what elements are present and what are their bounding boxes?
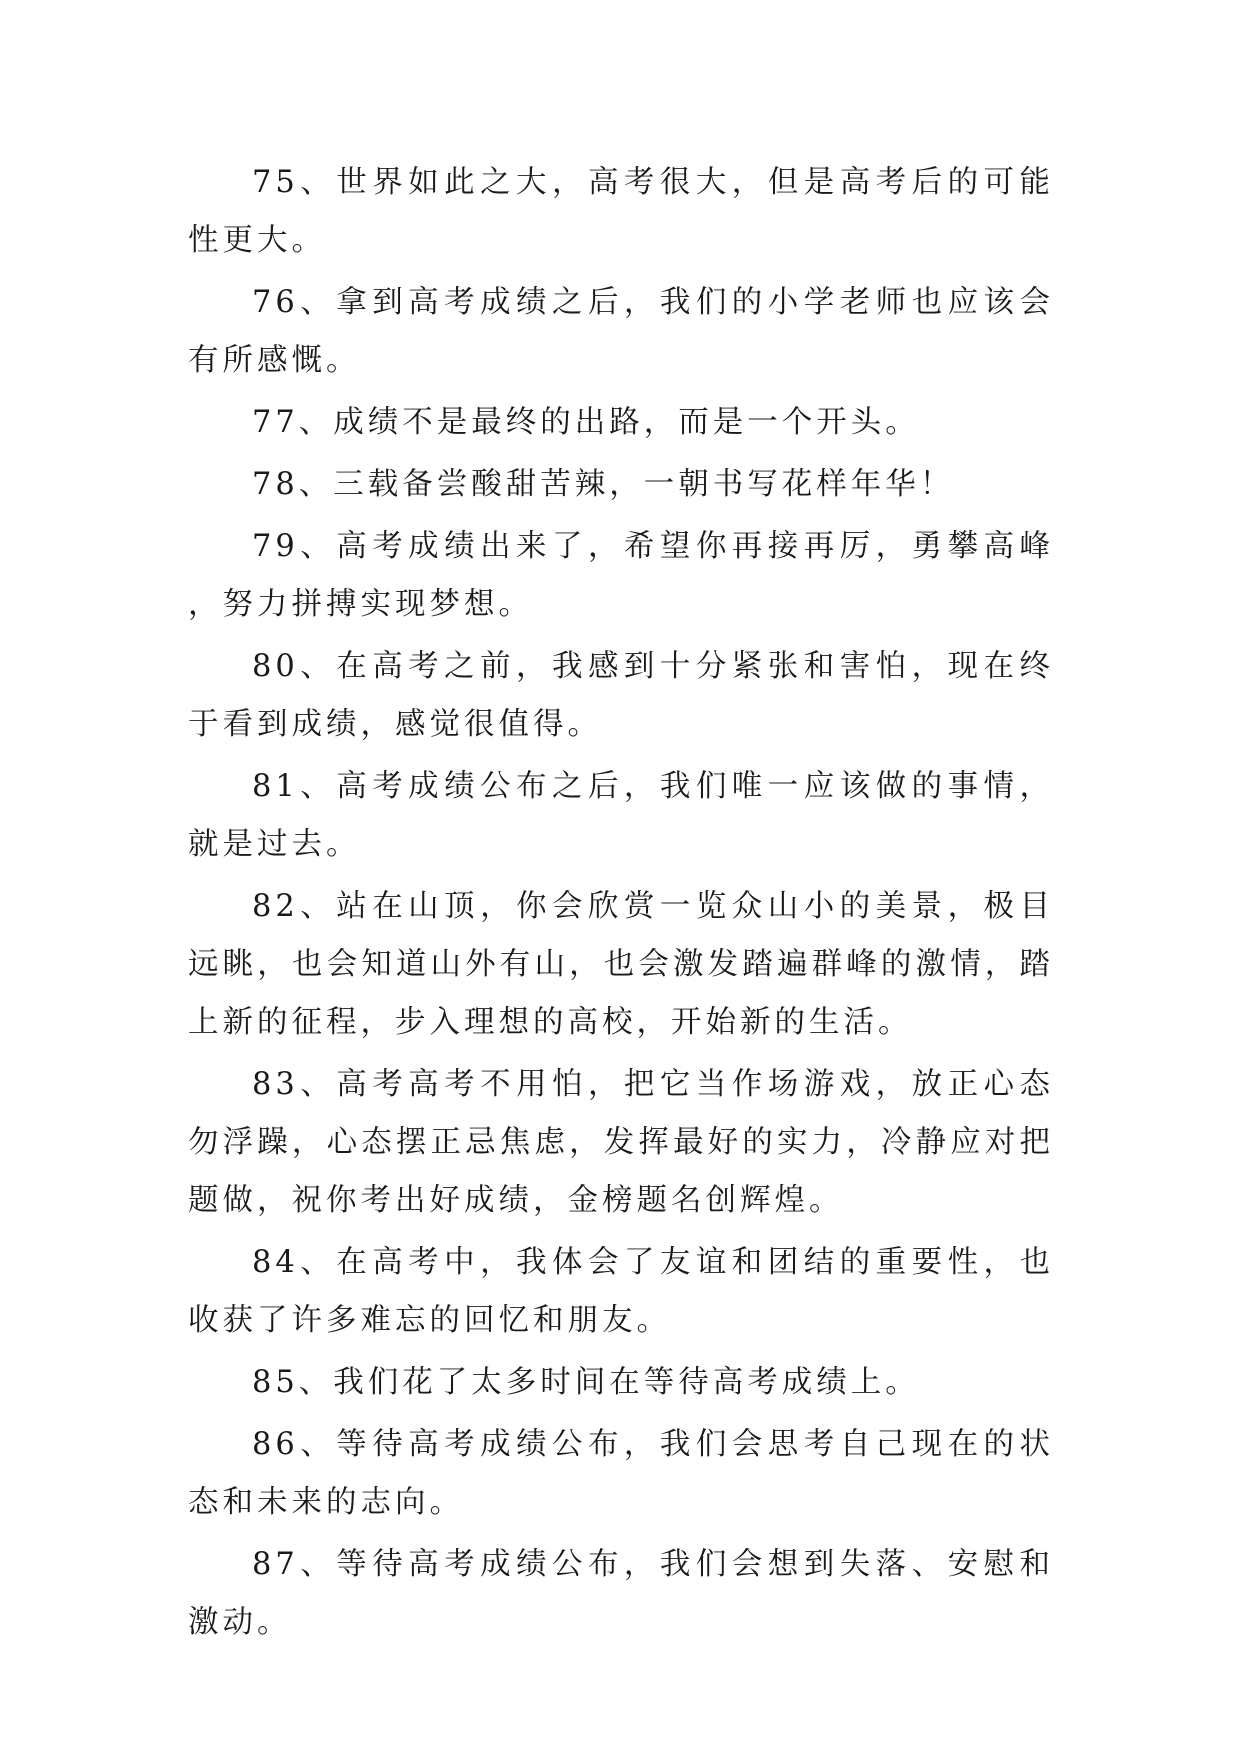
paragraph-77: 77、成绩不是最终的出路，而是一个开头。	[252, 405, 920, 440]
document-body	[188, 154, 1054, 1656]
paragraph-83: 83、高考高考不用怕，把它当作场游戏，放正心态勿浮躁，心态摆正忌焦虑，发挥最好的实力，冷静应对把题做，祝你考出好成绩，金榜题名创辉煌。	[188, 1067, 1054, 1218]
paragraph-85: 85、我们花了太多时间在等待高考成绩上。	[252, 1365, 920, 1400]
paragraph-81: 81、高考成绩公布之后，我们唯一应该做的事情，就是过去。	[188, 769, 1054, 862]
paragraph-78: 78、三载备尝酸甜苦辣，一朝书写花样年华！	[252, 467, 955, 502]
paragraph-82: 82、站在山顶，你会欣赏一览众山小的美景，极目远眺，也会知道山外有山，也会激发踏遍群峰的激情，踏上新的征程，步入理想的高校，开始新的生活。	[188, 889, 1054, 1040]
paragraph-79: 79、高考成绩出来了，希望你再接再厉，勇攀高峰，努力拼搏实现梦想。	[188, 529, 1054, 622]
paragraph-84: 84、在高考中，我体会了友谊和团结的重要性，也收获了许多难忘的回忆和朋友。	[188, 1245, 1054, 1338]
paragraph-75: 75、世界如此之大，高考很大，但是高考后的可能性更大。	[188, 165, 1054, 258]
paragraph-86: 86、等待高考成绩公布，我们会思考自己现在的状态和未来的志向。	[188, 1427, 1054, 1520]
paragraph-87: 87、等待高考成绩公布，我们会想到失落、安慰和激动。	[188, 1547, 1054, 1640]
paragraph-76: 76、拿到高考成绩之后，我们的小学老师也应该会有所感慨。	[188, 285, 1054, 378]
paragraph-80: 80、在高考之前，我感到十分紧张和害怕，现在终于看到成绩，感觉很值得。	[188, 649, 1054, 742]
